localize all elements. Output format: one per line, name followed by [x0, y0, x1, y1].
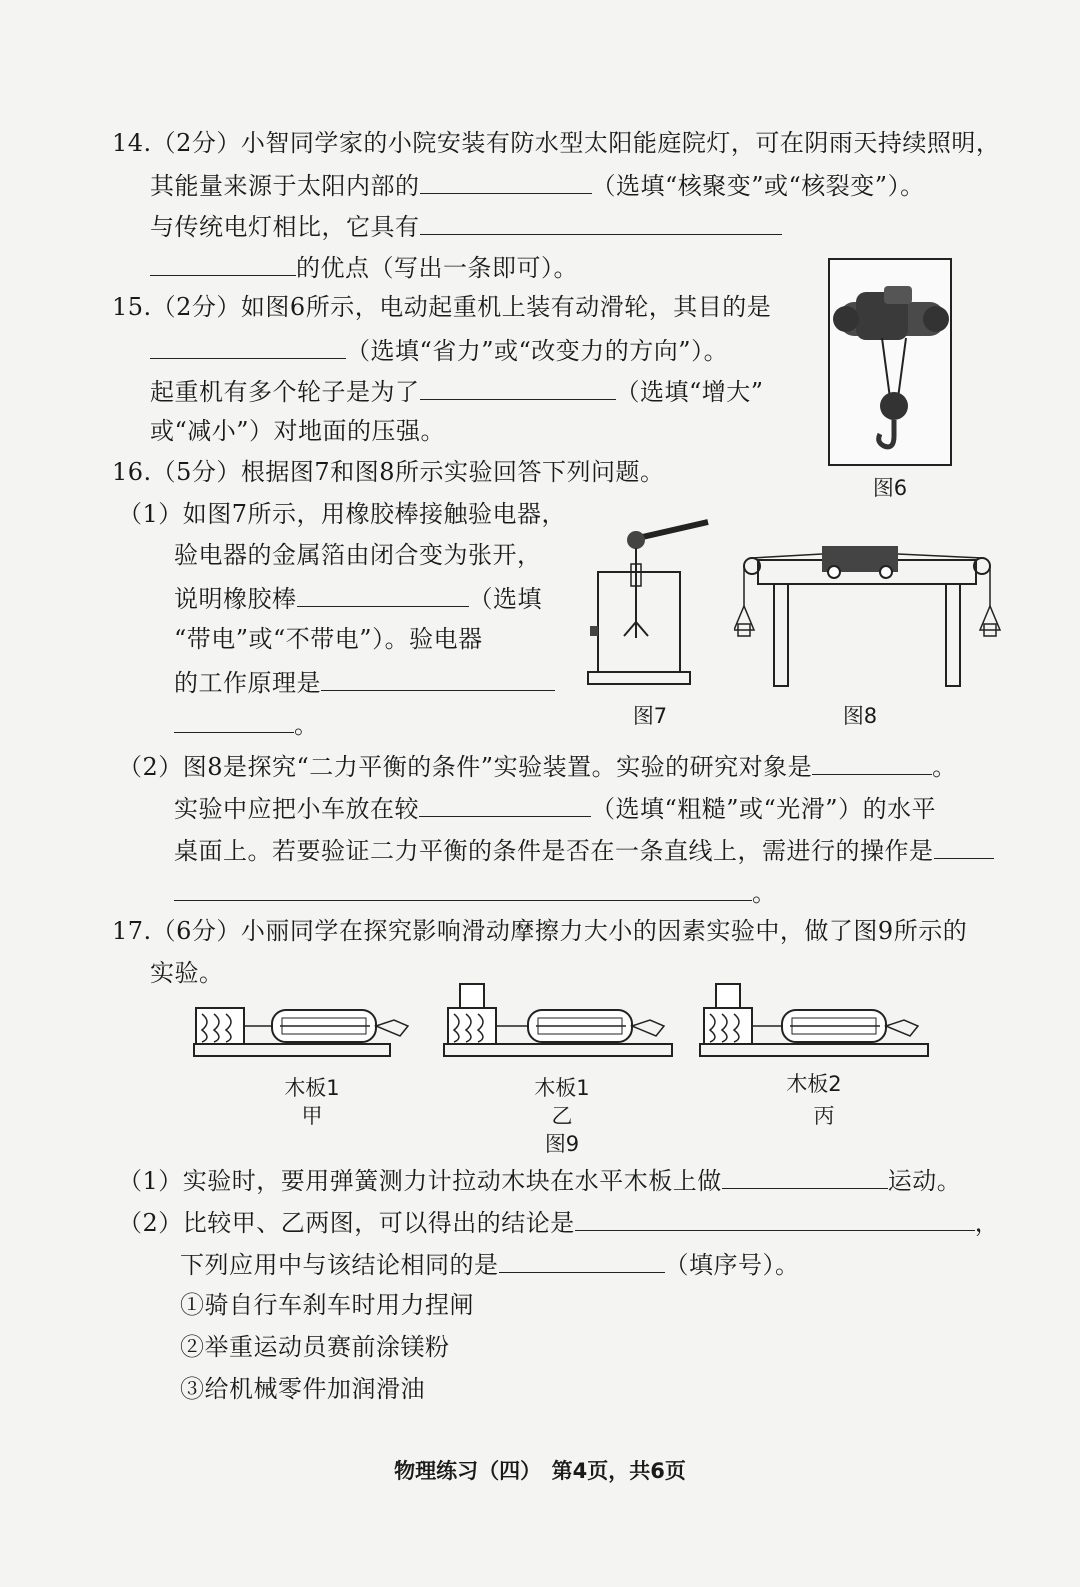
q15-line3	[150, 373, 764, 409]
q16-blank-4[interactable]	[419, 790, 591, 817]
q17-p1-line	[118, 1162, 961, 1198]
figure-7-electroscope	[586, 514, 716, 692]
q16-line1: 16.（5分）根据图7和图8所示实验回答下列问题。	[112, 458, 665, 486]
q16-blank-2b[interactable]	[174, 706, 294, 733]
q14-line1: 14.（2分）小智同学家的小院安装有防水型太阳能庭院灯，可在阴雨天持续照明，	[112, 129, 1001, 157]
q17-option-1: ①骑自行车刹车时用力捏闸	[180, 1291, 474, 1319]
q15-line1: 15.（2分）如图6所示，电动起重机上装有动滑轮，其目的是	[112, 293, 772, 321]
q16-p2-text-c: 实验中应把小车放在较	[174, 795, 419, 823]
q14-text-d: 的优点（写出一条即可）。	[296, 254, 578, 282]
q16-blank-3[interactable]	[812, 748, 932, 775]
q14-text-b: （选填“核聚变”或“核裂变”）。	[591, 172, 925, 200]
fig9-label-board-2: 木板1	[534, 1076, 590, 1100]
fig9-setup-bing	[700, 984, 928, 1056]
q16-p2-line1	[118, 748, 957, 784]
q15-text-b: 起重机有多个轮子是为了	[150, 378, 420, 406]
q15-blank-1[interactable]	[150, 332, 346, 359]
q16-p2-text-e: 桌面上。若要验证二力平衡的条件是否在一条直线上，需进行的操作是	[174, 837, 934, 865]
fig9-setup-yi	[444, 984, 672, 1056]
q15-line4: 或“减小”）对地面的压强。	[150, 417, 446, 445]
q17-option-2: ②举重运动员赛前涂镁粉	[180, 1333, 450, 1361]
q15-line2	[150, 332, 728, 368]
q15-text-c: （选填“增大”	[615, 378, 764, 406]
q16-p2-text-f: 。	[752, 879, 777, 907]
q16-blank-1[interactable]	[297, 580, 469, 607]
q17-p2-text-d: （填序号）。	[664, 1251, 800, 1279]
fig9-label-board-1: 木板1	[284, 1076, 340, 1100]
figure-9-friction-experiments	[192, 980, 932, 1066]
q16-p1-line5	[174, 664, 555, 700]
figure-6-crane	[828, 258, 952, 466]
figure-8-balance-apparatus	[734, 540, 1004, 692]
q16-p1-text-d: 。	[294, 711, 319, 739]
q17-p1-text-b: 运动。	[887, 1167, 962, 1195]
q16-p1-line4: “带电”或“不带电”）。验电器	[174, 625, 483, 653]
q14-blank-2b[interactable]	[150, 249, 296, 276]
fig9-label-jia: 甲	[301, 1104, 323, 1128]
page-footer: 物理练习（四） 第4页，共6页	[394, 1459, 686, 1483]
q16-p1-line1: （1）如图7所示，用橡胶棒接触验电器，	[118, 500, 567, 528]
q16-p1-line3	[174, 580, 542, 616]
q17-blank-1[interactable]	[722, 1162, 888, 1189]
q16-blank-5a[interactable]	[934, 832, 994, 859]
fig9-label-yi: 乙	[551, 1104, 573, 1128]
q14-line4	[150, 249, 578, 285]
q16-blank-2a[interactable]	[321, 664, 555, 691]
q16-p1-text-c: 的工作原理是	[174, 669, 321, 697]
fig9-setup-jia	[194, 1008, 408, 1056]
q16-p1-text-a: 说明橡胶棒	[174, 585, 297, 613]
q17-p2-text-b: ，	[974, 1209, 1000, 1237]
q15-text-a: （选填“省力”或“改变力的方向”）。	[346, 337, 729, 365]
q17-option-3: ③给机械零件加润滑油	[180, 1375, 425, 1403]
figure-8-caption: 图8	[842, 704, 878, 728]
q16-p2-text-a: （2）图8是探究“二力平衡的条件”实验装置。实验的研究对象是	[118, 753, 813, 781]
q16-p2-text-d: （选填“粗糙”或“光滑”）的水平	[591, 795, 937, 823]
figure-7-caption: 图7	[632, 704, 668, 728]
q16-p2-line4	[174, 874, 777, 910]
q16-p1-line2: 验电器的金属箔由闭合变为张开，	[174, 541, 542, 569]
q16-p2-line2	[174, 790, 936, 826]
q15-blank-2[interactable]	[420, 373, 616, 400]
q14-text-c: 与传统电灯相比，它具有	[150, 213, 420, 241]
q17-p2-text-c: 下列应用中与该结论相同的是	[180, 1251, 499, 1279]
q16-p2-text-b: 。	[932, 753, 957, 781]
q17-line1: 17.（6分）小丽同学在探究影响滑动摩擦力大小的因素实验中，做了图9所示的	[112, 917, 968, 945]
q16-p1-text-b: （选填	[468, 585, 542, 613]
fig9-label-bing: 丙	[813, 1104, 835, 1128]
q16-blank-5b[interactable]	[174, 874, 752, 901]
figure-9-caption: 图9	[544, 1132, 580, 1156]
q17-blank-3[interactable]	[499, 1246, 665, 1273]
q17-p2-text-a: （2）比较甲、乙两图，可以得出的结论是	[118, 1209, 575, 1237]
fig9-label-board-3: 木板2	[786, 1072, 842, 1096]
q14-text-a: 其能量来源于太阳内部的	[150, 172, 420, 200]
q17-p2-line1	[118, 1204, 999, 1240]
q17-line2: 实验。	[150, 959, 224, 987]
q17-p1-text-a: （1）实验时，要用弹簧测力计拉动木块在水平木板上做	[118, 1167, 722, 1195]
q14-line3	[150, 208, 782, 244]
q14-blank-1[interactable]	[420, 167, 592, 194]
q17-p2-line2	[180, 1246, 800, 1282]
q17-blank-2[interactable]	[575, 1204, 975, 1231]
q16-p2-line3	[174, 832, 994, 868]
q16-p1-line6	[174, 706, 319, 742]
q14-blank-2a[interactable]	[420, 208, 782, 235]
figure-6-caption: 图6	[872, 476, 908, 500]
q14-line2	[150, 167, 925, 203]
